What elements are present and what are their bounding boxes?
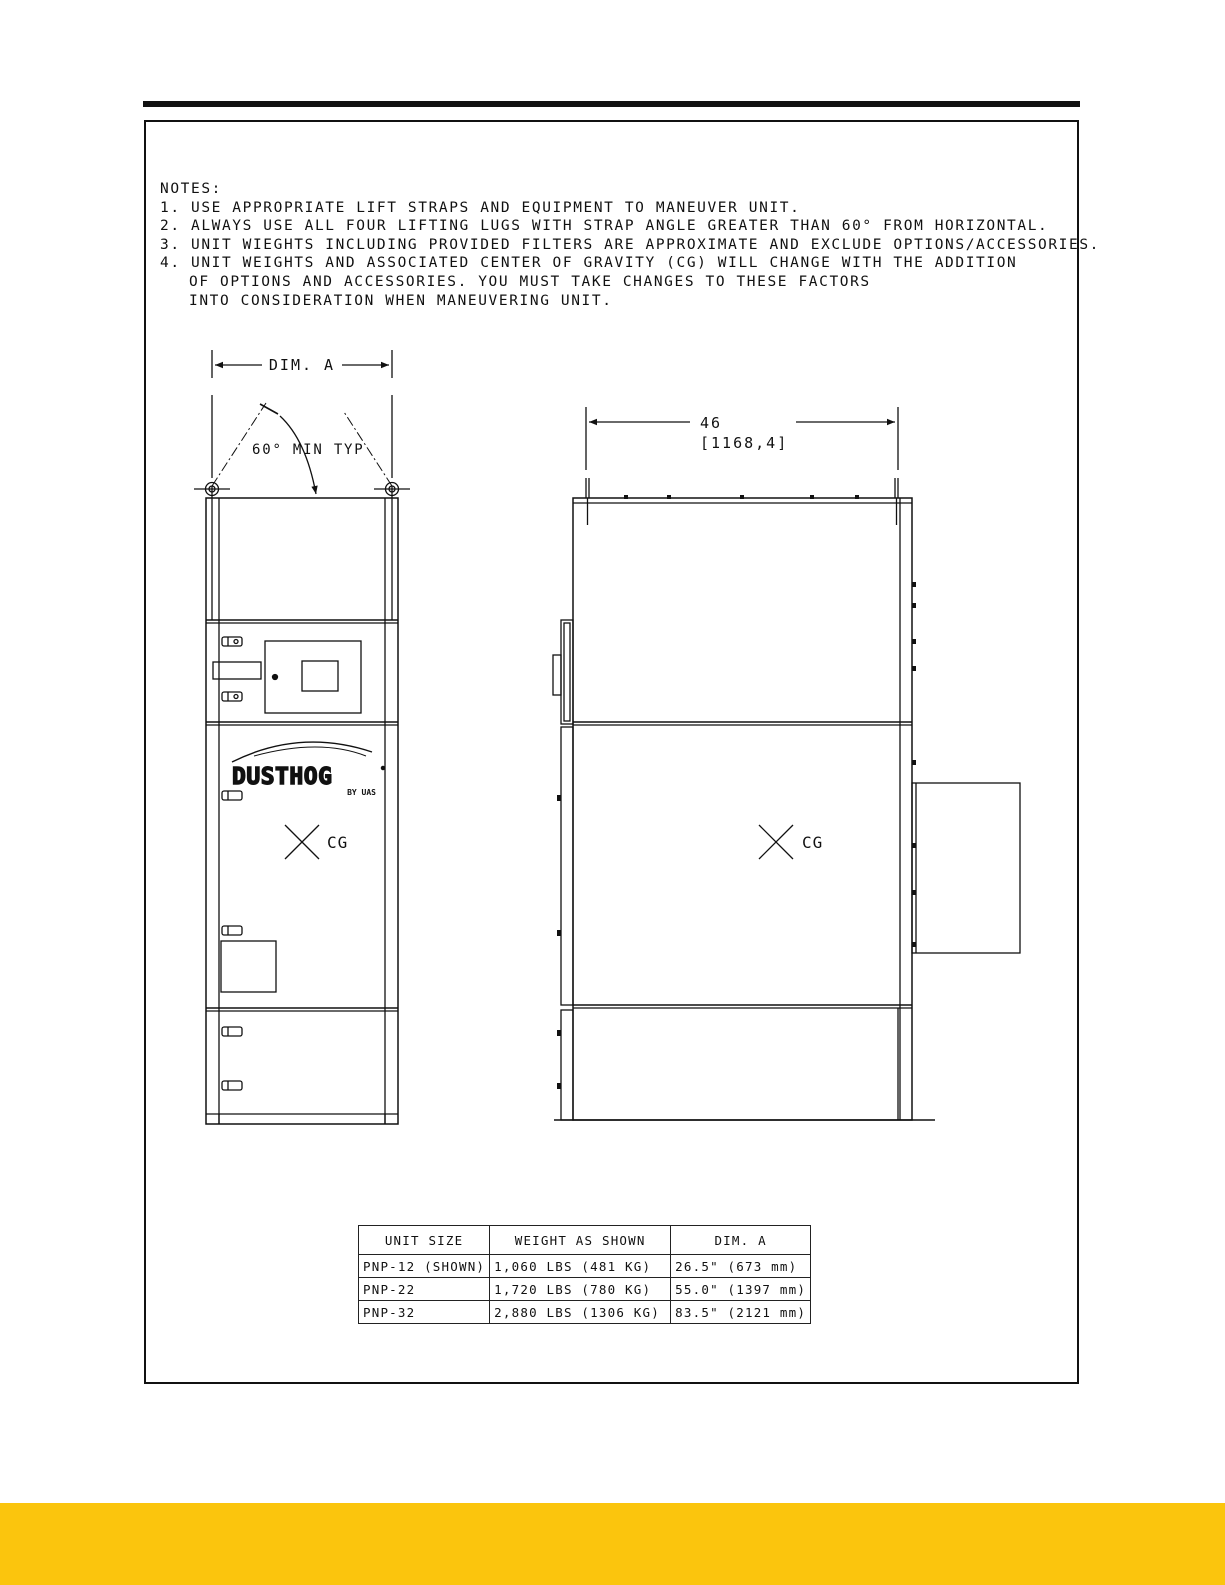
front-view xyxy=(194,350,410,1124)
table-header-row xyxy=(359,1226,811,1255)
side-cabinet-outline xyxy=(573,498,912,1120)
table-cell: 83.5" (2121 mm) xyxy=(671,1301,811,1324)
notes-heading: NOTES: xyxy=(160,181,222,197)
cg-label: CG xyxy=(802,833,824,852)
table-row xyxy=(359,1278,811,1301)
door-latch xyxy=(222,791,242,800)
cg-mark xyxy=(759,825,823,859)
table-cell: PNP-32 xyxy=(359,1301,490,1324)
note-line: 3. UNIT WIEGHTS INCLUDING PROVIDED FILTERS ARE APPROXIMATE AND EXCLUDE OPTIONS/ACCESSORIES. xyxy=(160,236,1101,253)
table-header: WEIGHT AS SHOWN xyxy=(490,1226,671,1255)
control-screen xyxy=(302,661,338,691)
door-latch xyxy=(222,692,242,701)
door-latch xyxy=(222,1081,242,1090)
door-latch xyxy=(222,926,242,935)
note-line: 2. ALWAYS USE ALL FOUR LIFTING LUGS WITH STRAP ANGLE GREATER THAN 60° FROM HORIZONTAL. xyxy=(160,218,1049,235)
side-view xyxy=(553,407,1020,1120)
note-line: 4. UNIT WEIGHTS AND ASSOCIATED CENTER OF GRAVITY (CG) WILL CHANGE WITH THE ADDITION xyxy=(160,255,1018,272)
door-latch xyxy=(222,1027,242,1036)
table-cell: 1,720 LBS (780 KG) xyxy=(490,1278,671,1301)
table-cell: PNP-22 xyxy=(359,1278,490,1301)
access-panel xyxy=(221,941,276,992)
width-dim-label: 46 xyxy=(700,414,723,432)
table-header: DIM. A xyxy=(671,1226,811,1255)
note-line: OF OPTIONS AND ACCESSORIES. YOU MUST TAKE CHANGES TO THESE FACTORS xyxy=(189,273,871,290)
dim-a-dimension xyxy=(212,350,392,378)
table-row xyxy=(359,1301,811,1324)
note-line: 1. USE APPROPRIATE LIFT STRAPS AND EQUIPMENT TO MANEUVER UNIT. xyxy=(160,199,801,216)
front-cabinet-outline xyxy=(206,498,398,1124)
note-line: INTO CONSIDERATION WHEN MANEUVERING UNIT. xyxy=(189,292,613,309)
label-plate xyxy=(213,662,261,679)
table-cell: 1,060 LBS (481 KG) xyxy=(490,1255,671,1278)
motor-housing xyxy=(912,783,1020,953)
table-row xyxy=(359,1255,811,1278)
table-cell: 26.5" (673 mm) xyxy=(671,1255,811,1278)
control-panel xyxy=(265,641,361,713)
cg-label: CG xyxy=(327,833,349,852)
door-latch xyxy=(222,637,242,646)
brand-logo xyxy=(232,742,385,797)
dim-a-label: DIM. A xyxy=(268,356,336,374)
weight-table xyxy=(358,1225,811,1324)
brand-sub: BY UAS xyxy=(347,788,376,797)
angle-label: 60° MIN TYP xyxy=(252,442,365,458)
cg-mark xyxy=(285,825,348,859)
width-dimension xyxy=(586,407,898,470)
brand-name: DUSTHOG xyxy=(232,764,333,790)
width-dim-mm-label: [1168,4] xyxy=(700,434,789,452)
table-cell: 55.0" (1397 mm) xyxy=(671,1278,811,1301)
table-cell: 2,880 LBS (1306 KG) xyxy=(490,1301,671,1324)
footer-band xyxy=(0,1503,1225,1585)
table-header: UNIT SIZE xyxy=(359,1226,490,1255)
table-cell: PNP-12 (SHOWN) xyxy=(359,1255,490,1278)
